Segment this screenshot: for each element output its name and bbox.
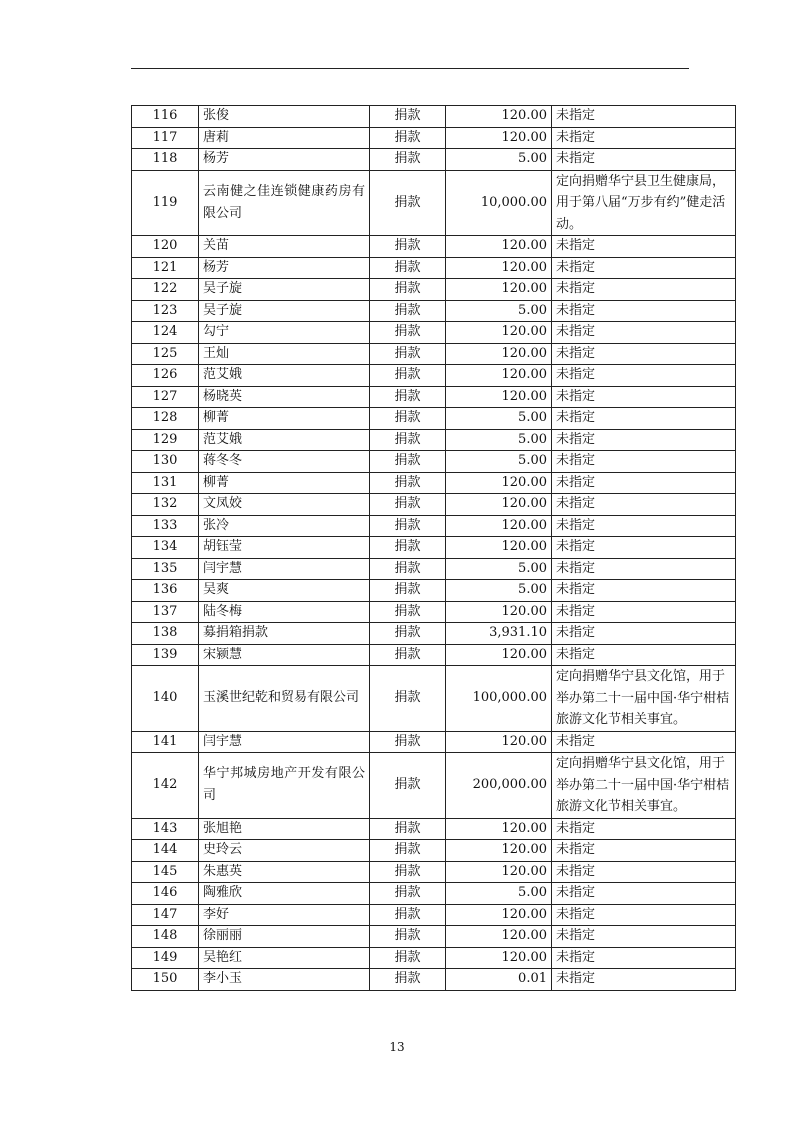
- row-number-cell: 124: [132, 322, 199, 344]
- table-row: [132, 753, 736, 819]
- row-number-cell: 121: [132, 257, 199, 279]
- amount-cell: 3,931.10: [446, 623, 552, 645]
- donation-type-cell: 捐款: [370, 861, 446, 883]
- amount-cell: 120.00: [446, 343, 552, 365]
- row-number-cell: 141: [132, 731, 199, 753]
- amount-cell: 5.00: [446, 408, 552, 430]
- table-row: [132, 883, 736, 905]
- designation-cell: 未指定: [552, 558, 736, 580]
- amount-cell: 5.00: [446, 451, 552, 473]
- designation-cell: 未指定: [552, 644, 736, 666]
- row-number-cell: 136: [132, 580, 199, 602]
- table-row: [132, 666, 736, 732]
- table-row: [132, 818, 736, 840]
- donor-name-cell: 关苗: [199, 236, 370, 258]
- amount-cell: 5.00: [446, 580, 552, 602]
- donation-type-cell: 捐款: [370, 257, 446, 279]
- donation-type-cell: 捐款: [370, 149, 446, 171]
- designation-cell: 未指定: [552, 731, 736, 753]
- table-row: [132, 515, 736, 537]
- designation-cell: 未指定: [552, 429, 736, 451]
- designation-cell: 未指定: [552, 127, 736, 149]
- designation-cell: 未指定: [552, 926, 736, 948]
- donor-name-cell: 吴艳红: [199, 947, 370, 969]
- donation-type-cell: 捐款: [370, 840, 446, 862]
- donation-type-cell: 捐款: [370, 300, 446, 322]
- donation-type-cell: 捐款: [370, 926, 446, 948]
- donation-type-cell: 捐款: [370, 279, 446, 301]
- row-number-cell: 135: [132, 558, 199, 580]
- table-row: [132, 580, 736, 602]
- designation-cell: 未指定: [552, 149, 736, 171]
- table-row: [132, 236, 736, 258]
- row-number-cell: 120: [132, 236, 199, 258]
- donation-type-cell: 捐款: [370, 429, 446, 451]
- amount-cell: 120.00: [446, 904, 552, 926]
- amount-cell: 120.00: [446, 257, 552, 279]
- table-row: [132, 623, 736, 645]
- designation-cell: 定向捐赠华宁县文化馆，用于举办第二十一届中国·华宁柑桔旅游文化节相关事宜。: [552, 753, 736, 819]
- designation-cell: 未指定: [552, 537, 736, 559]
- designation-cell: 未指定: [552, 580, 736, 602]
- donor-name-cell: 范艾娥: [199, 365, 370, 387]
- table-row: [132, 170, 736, 236]
- row-number-cell: 126: [132, 365, 199, 387]
- donation-type-cell: 捐款: [370, 947, 446, 969]
- donation-type-cell: 捐款: [370, 494, 446, 516]
- designation-cell: 未指定: [552, 408, 736, 430]
- donor-name-cell: 勾宁: [199, 322, 370, 344]
- table-row: [132, 106, 736, 128]
- donation-table-body: [132, 106, 736, 991]
- donor-name-cell: 华宁邦城房地产开发有限公司: [199, 753, 370, 819]
- amount-cell: 120.00: [446, 494, 552, 516]
- row-number-cell: 148: [132, 926, 199, 948]
- table-row: [132, 300, 736, 322]
- row-number-cell: 137: [132, 601, 199, 623]
- row-number-cell: 122: [132, 279, 199, 301]
- donor-name-cell: 玉溪世纪乾和贸易有限公司: [199, 666, 370, 732]
- amount-cell: 120.00: [446, 840, 552, 862]
- designation-cell: 未指定: [552, 343, 736, 365]
- donation-type-cell: 捐款: [370, 236, 446, 258]
- table-row: [132, 343, 736, 365]
- donor-name-cell: 蒋冬冬: [199, 451, 370, 473]
- amount-cell: 120.00: [446, 236, 552, 258]
- donation-type-cell: 捐款: [370, 408, 446, 430]
- donor-name-cell: 朱惠英: [199, 861, 370, 883]
- table-row: [132, 926, 736, 948]
- donor-name-cell: 陶雅欣: [199, 883, 370, 905]
- row-number-cell: 150: [132, 969, 199, 991]
- donation-type-cell: 捐款: [370, 451, 446, 473]
- donation-type-cell: 捐款: [370, 904, 446, 926]
- donor-name-cell: 吴子旋: [199, 300, 370, 322]
- donation-type-cell: 捐款: [370, 365, 446, 387]
- row-number-cell: 119: [132, 170, 199, 236]
- donation-type-cell: 捐款: [370, 601, 446, 623]
- row-number-cell: 140: [132, 666, 199, 732]
- donation-type-cell: 捐款: [370, 386, 446, 408]
- donor-name-cell: 吴子旋: [199, 279, 370, 301]
- designation-cell: 未指定: [552, 386, 736, 408]
- amount-cell: 200,000.00: [446, 753, 552, 819]
- amount-cell: 120.00: [446, 106, 552, 128]
- designation-cell: 未指定: [552, 257, 736, 279]
- table-row: [132, 429, 736, 451]
- donor-name-cell: 文凤姣: [199, 494, 370, 516]
- row-number-cell: 128: [132, 408, 199, 430]
- amount-cell: 5.00: [446, 149, 552, 171]
- table-row: [132, 149, 736, 171]
- table-row: [132, 969, 736, 991]
- donor-name-cell: 闫宇慧: [199, 731, 370, 753]
- donation-type-cell: 捐款: [370, 623, 446, 645]
- table-row: [132, 322, 736, 344]
- table-row: [132, 601, 736, 623]
- designation-cell: 未指定: [552, 818, 736, 840]
- donation-type-cell: 捐款: [370, 472, 446, 494]
- table-row: [132, 279, 736, 301]
- table-row: [132, 257, 736, 279]
- table-row: [132, 386, 736, 408]
- donor-name-cell: 杨晓英: [199, 386, 370, 408]
- designation-cell: 定向捐赠华宁县文化馆，用于举办第二十一届中国·华宁柑桔旅游文化节相关事宜。: [552, 666, 736, 732]
- amount-cell: 5.00: [446, 883, 552, 905]
- row-number-cell: 144: [132, 840, 199, 862]
- donor-name-cell: 杨芳: [199, 257, 370, 279]
- table-row: [132, 904, 736, 926]
- donor-name-cell: 史玲云: [199, 840, 370, 862]
- donation-type-cell: 捐款: [370, 343, 446, 365]
- donation-type-cell: 捐款: [370, 170, 446, 236]
- donor-name-cell: 张俊: [199, 106, 370, 128]
- row-number-cell: 129: [132, 429, 199, 451]
- amount-cell: 0.01: [446, 969, 552, 991]
- donation-type-cell: 捐款: [370, 731, 446, 753]
- table-row: [132, 451, 736, 473]
- amount-cell: 120.00: [446, 601, 552, 623]
- donor-name-cell: 云南健之佳连锁健康药房有限公司: [199, 170, 370, 236]
- donor-name-cell: 吴爽: [199, 580, 370, 602]
- amount-cell: 120.00: [446, 947, 552, 969]
- row-number-cell: 146: [132, 883, 199, 905]
- row-number-cell: 149: [132, 947, 199, 969]
- row-number-cell: 147: [132, 904, 199, 926]
- row-number-cell: 117: [132, 127, 199, 149]
- amount-cell: 100,000.00: [446, 666, 552, 732]
- amount-cell: 120.00: [446, 365, 552, 387]
- donor-name-cell: 范艾娥: [199, 429, 370, 451]
- donor-name-cell: 募捐箱捐款: [199, 623, 370, 645]
- row-number-cell: 127: [132, 386, 199, 408]
- amount-cell: 120.00: [446, 731, 552, 753]
- amount-cell: 120.00: [446, 537, 552, 559]
- donation-type-cell: 捐款: [370, 883, 446, 905]
- header-rule: [131, 68, 689, 69]
- table-row: [132, 127, 736, 149]
- designation-cell: 未指定: [552, 494, 736, 516]
- donation-type-cell: 捐款: [370, 322, 446, 344]
- designation-cell: 未指定: [552, 279, 736, 301]
- table-row: [132, 494, 736, 516]
- donor-name-cell: 陆冬梅: [199, 601, 370, 623]
- donation-type-cell: 捐款: [370, 644, 446, 666]
- table-row: [132, 408, 736, 430]
- designation-cell: 未指定: [552, 883, 736, 905]
- donor-name-cell: 柳菁: [199, 472, 370, 494]
- designation-cell: 未指定: [552, 969, 736, 991]
- donation-type-cell: 捐款: [370, 666, 446, 732]
- row-number-cell: 131: [132, 472, 199, 494]
- donation-type-cell: 捐款: [370, 818, 446, 840]
- row-number-cell: 125: [132, 343, 199, 365]
- amount-cell: 5.00: [446, 429, 552, 451]
- donor-name-cell: 唐莉: [199, 127, 370, 149]
- donor-name-cell: 王灿: [199, 343, 370, 365]
- amount-cell: 5.00: [446, 300, 552, 322]
- donation-type-cell: 捐款: [370, 537, 446, 559]
- donation-table: [131, 105, 736, 991]
- designation-cell: 未指定: [552, 861, 736, 883]
- designation-cell: 未指定: [552, 947, 736, 969]
- donor-name-cell: 闫宇慧: [199, 558, 370, 580]
- amount-cell: 120.00: [446, 926, 552, 948]
- amount-cell: 120.00: [446, 279, 552, 301]
- donor-name-cell: 杨芳: [199, 149, 370, 171]
- designation-cell: 未指定: [552, 515, 736, 537]
- row-number-cell: 145: [132, 861, 199, 883]
- row-number-cell: 130: [132, 451, 199, 473]
- table-row: [132, 947, 736, 969]
- designation-cell: 未指定: [552, 840, 736, 862]
- table-row: [132, 644, 736, 666]
- designation-cell: 未指定: [552, 300, 736, 322]
- designation-cell: 定向捐赠华宁县卫生健康局，用于第八届“万步有约”健走活动。: [552, 170, 736, 236]
- row-number-cell: 118: [132, 149, 199, 171]
- row-number-cell: 139: [132, 644, 199, 666]
- designation-cell: 未指定: [552, 365, 736, 387]
- table-row: [132, 861, 736, 883]
- table-row: [132, 840, 736, 862]
- table-row: [132, 731, 736, 753]
- amount-cell: 10,000.00: [446, 170, 552, 236]
- table-row: [132, 558, 736, 580]
- designation-cell: 未指定: [552, 472, 736, 494]
- amount-cell: 120.00: [446, 861, 552, 883]
- row-number-cell: 134: [132, 537, 199, 559]
- row-number-cell: 142: [132, 753, 199, 819]
- amount-cell: 120.00: [446, 515, 552, 537]
- designation-cell: 未指定: [552, 236, 736, 258]
- row-number-cell: 116: [132, 106, 199, 128]
- amount-cell: 120.00: [446, 127, 552, 149]
- donor-name-cell: 柳菁: [199, 408, 370, 430]
- amount-cell: 120.00: [446, 386, 552, 408]
- amount-cell: 120.00: [446, 472, 552, 494]
- donation-type-cell: 捐款: [370, 558, 446, 580]
- row-number-cell: 138: [132, 623, 199, 645]
- table-row: [132, 537, 736, 559]
- designation-cell: 未指定: [552, 623, 736, 645]
- donor-name-cell: 张旭艳: [199, 818, 370, 840]
- donor-name-cell: 张冷: [199, 515, 370, 537]
- designation-cell: 未指定: [552, 106, 736, 128]
- donor-name-cell: 李小玉: [199, 969, 370, 991]
- donor-name-cell: 徐丽丽: [199, 926, 370, 948]
- designation-cell: 未指定: [552, 322, 736, 344]
- row-number-cell: 132: [132, 494, 199, 516]
- donation-type-cell: 捐款: [370, 515, 446, 537]
- donation-type-cell: 捐款: [370, 106, 446, 128]
- designation-cell: 未指定: [552, 601, 736, 623]
- donation-type-cell: 捐款: [370, 127, 446, 149]
- designation-cell: 未指定: [552, 904, 736, 926]
- table-row: [132, 365, 736, 387]
- donor-name-cell: 胡钰莹: [199, 537, 370, 559]
- donation-type-cell: 捐款: [370, 580, 446, 602]
- donor-name-cell: 李好: [199, 904, 370, 926]
- donation-type-cell: 捐款: [370, 969, 446, 991]
- amount-cell: 120.00: [446, 818, 552, 840]
- table-row: [132, 472, 736, 494]
- amount-cell: 120.00: [446, 322, 552, 344]
- designation-cell: 未指定: [552, 451, 736, 473]
- donor-name-cell: 宋颍慧: [199, 644, 370, 666]
- row-number-cell: 123: [132, 300, 199, 322]
- page-number: 13: [389, 1040, 405, 1054]
- amount-cell: 120.00: [446, 644, 552, 666]
- row-number-cell: 133: [132, 515, 199, 537]
- row-number-cell: 143: [132, 818, 199, 840]
- amount-cell: 5.00: [446, 558, 552, 580]
- donation-type-cell: 捐款: [370, 753, 446, 819]
